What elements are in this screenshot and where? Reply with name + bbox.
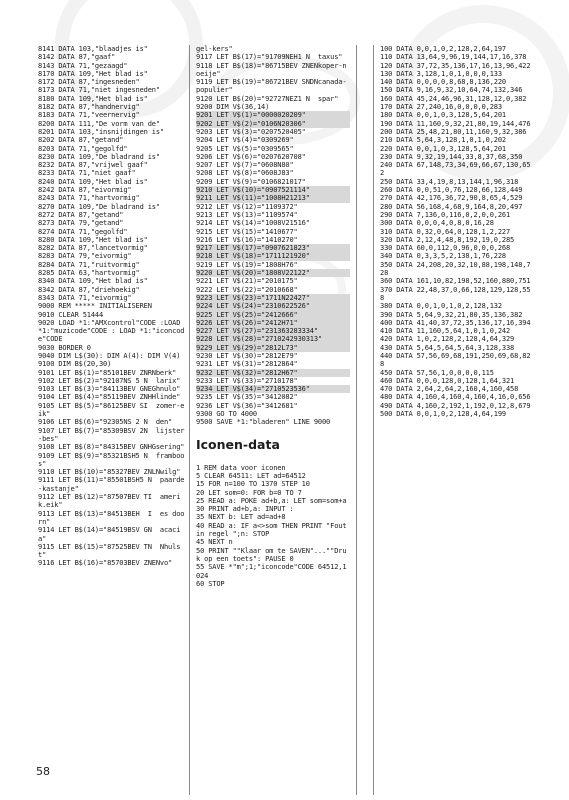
code-line: 8270 DATA 109,"De bladrand is" — [38, 202, 160, 211]
code-line: 8180 DATA 109,"Het blad is" — [38, 94, 148, 103]
code-line: 9204 LET V$(4)="0309269" — [196, 136, 294, 145]
code-line: 9202 LET V$(2)="0106N20306" — [196, 120, 350, 128]
code-line: 9220 LET V$(20)="1808V22122" — [196, 269, 350, 277]
code-line: 9217 LET V$(17)="0907621823" — [196, 244, 350, 252]
code-line: 9119 LET B$(19)="86721BEV SNDNcanada-populier" — [196, 78, 347, 95]
code-line: 9200 DIM V$(36,14) — [196, 103, 270, 112]
code-line: 410 DATA 11,160,5,64,1,0,1,0,242 — [380, 327, 511, 336]
code-line: 490 DATA 4,160,2,192,1,192,0,12,8,679 — [380, 401, 531, 410]
code-line: 190 DATA 11,160,9,32,21,80,19,144,476 — [380, 119, 531, 128]
code-line: 8202 DATA 87,"getand" — [38, 136, 124, 145]
code-line: 9101 LET B$(1)="85101BEV ZNRNberk" — [38, 368, 177, 377]
code-line: 9114 LET B$(14)="84519BSV GN acacia" — [38, 526, 181, 543]
code-line: 9211 LET V$(11)="1008H21213" — [196, 194, 350, 202]
code-line: 480 DATA 4,160,4,160,4,160,4,16,0,656 — [380, 393, 531, 402]
code-line: 9231 LET V$(31)="2812864" — [196, 360, 298, 369]
code-line: 180 DATA 0,0,1,0,3,128,5,64,201 — [380, 111, 506, 120]
code-line: 400 DATA 41,40,37,72,35,136,17,16,394 — [380, 318, 531, 327]
code-line: 270 DATA 42,176,36,72,90,8,65,4,529 — [380, 194, 523, 203]
code-line: 150 DATA 9,16,9,32,10,64,74,132,346 — [380, 86, 523, 95]
code-line: 55 SAVE *"m";1;"iconcode"CODE 64512,1024 — [196, 563, 347, 580]
code-line: 60 STOP — [196, 579, 225, 588]
code-line: 8233 DATA 71,"niet gaaf" — [38, 169, 136, 178]
code-line: 9213 LET V$(13)="1109574" — [196, 210, 298, 219]
code-line: 9206 LET V$(6)="0207620708" — [196, 152, 306, 161]
code-line: 8172 DATA 87,"ingesneden" — [38, 78, 140, 87]
code-line: 9108 LET B$(8)="84315BEV GNHGsering" — [38, 443, 185, 452]
code-line: 360 DATA 161,10,82,198,52,160,880,751 — [380, 277, 531, 286]
code-line: 15 FOR n=100 TO 1370 STEP 10 — [196, 480, 310, 489]
code-line: 9201 LET V$(1)="0000020209" — [196, 111, 350, 119]
code-line: 9227 LET V$(27)="231363283334" — [196, 327, 350, 335]
code-line: 8340 DATA 109,"Het blad is" — [38, 277, 148, 286]
code-line: 8183 DATA 71,"veernervig" — [38, 111, 140, 120]
code-line: gel-kers" — [196, 45, 233, 53]
code-line: 9118 LET B$(18)="86715BEV ZNENkoper-noeije" — [196, 61, 347, 78]
section-heading: Iconen-data — [196, 436, 280, 452]
listing-column-2 — [196, 45, 350, 588]
code-line: 8283 DATA 79,"eivormig" — [38, 252, 132, 261]
code-line: 9209 LET V$(9)="0106821017" — [196, 177, 306, 186]
code-line: 140 DATA 0,0,0,0,8,68,8,136,220 — [380, 78, 506, 87]
code-line: 9107 LET B$(7)="85309BSV 2N lijster-bes" — [38, 426, 185, 443]
code-line: 9224 LET V$(24)="2310622526" — [196, 302, 350, 310]
code-line: 8173 DATA 71,"niet ingesneden" — [38, 86, 160, 95]
code-line: 8243 DATA 71,"hartvormig" — [38, 194, 140, 203]
code-line: 8284 DATA 71,"ruitvormig" — [38, 260, 140, 269]
code-line: 9103 LET B$(3)="84113BEV GNEGhnulo" — [38, 385, 181, 394]
code-line: 9210 LET V$(10)="0907521114" — [196, 186, 350, 194]
code-line: 9235 LET V$(35)="3412082" — [196, 393, 298, 402]
column-divider — [189, 45, 190, 795]
code-line: 8141 DATA 103,"blaadjes is" — [38, 45, 148, 53]
code-line: 8182 DATA 87,"handnervig" — [38, 103, 140, 112]
code-line: 9226 LET V$(26)="2412H71" — [196, 319, 350, 327]
code-line: 9229 LET V$(29)="2812L73" — [196, 344, 350, 352]
code-line: 9234 LET V$(34)="2710523536" — [196, 385, 350, 393]
code-line: 470 DATA 2,64,2,64,2,160,4,160,458 — [380, 385, 519, 394]
code-line: 9216 LET V$(16)="1410270" — [196, 235, 298, 244]
code-line: 8230 DATA 109,"De bladrand is" — [38, 152, 160, 161]
code-line: 8274 DATA 71,"gegolfd" — [38, 227, 128, 236]
code-line: 9115 LET B$(15)="87525BEV TN Nhulst" — [38, 542, 181, 560]
code-line: 25 READ a: POKE ad+b,a: LET som=som+a — [196, 496, 347, 505]
code-line: 280 DATA 56,168,4,68,9,164,8,20,497 — [380, 202, 523, 211]
code-line: 220 DATA 0,0,1,0,3,128,5,64,201 — [380, 144, 506, 153]
code-line: 9040 DIM L$(30): DIM A(4): DIM V(4) — [38, 351, 181, 360]
code-line: 330 DATA 60,0,112,0,96,0,0,0,268 — [380, 244, 511, 253]
code-line: 250 DATA 33,4,19,8,13,144,1,96,318 — [380, 177, 519, 186]
code-line: 9225 LET V$(25)="2412666" — [196, 311, 350, 319]
code-line: 20 LET som=0: FOR b=0 TO 7 — [196, 488, 302, 497]
code-line: 9223 LET V$(23)="1711N22427" — [196, 294, 350, 302]
code-line: 9020 LOAD *1:"AMXcontrol"CODE :LOAD *1:"muzicode"CODE : LOAD *1:"iconcode"CODE — [38, 318, 185, 344]
code-line: 8232 DATA 87,"vrijwel gaaf" — [38, 161, 148, 170]
listing-column-1 — [38, 45, 185, 568]
code-line: 9010 CLEAR 51444 — [38, 310, 104, 319]
code-line: 300 DATA 0,0,0,4,0,8,0,16,28 — [380, 219, 494, 228]
code-line: 9203 LET V$(3)="0207520405" — [196, 127, 306, 136]
code-line: 8143 DATA 71,"gezaagd" — [38, 61, 128, 70]
code-line: 350 DATA 24,208,20,32,10,88,198,148,728 — [380, 260, 531, 278]
code-line: 380 DATA 0,0,1,0,1,0,2,128,132 — [380, 302, 502, 311]
code-line: 9110 LET B$(10)="85327BEV ZNLNwilg" — [38, 468, 181, 477]
code-line: 8240 DATA 109,"Het blad is" — [38, 177, 148, 186]
code-line: 240 DATA 67,148,73,34,69,66,67,130,652 — [380, 161, 531, 178]
code-line: 8242 DATA 87,"eivormig" — [38, 186, 132, 195]
code-line: 9208 LET V$(8)="0608J83" — [196, 169, 294, 178]
code-line: 9205 LET V$(5)="0309565" — [196, 144, 294, 153]
code-line: 9236 LET V$(36)="3412681" — [196, 401, 298, 410]
code-line: 430 DATA 5,64,5,64,5,64,3,128,338 — [380, 343, 515, 352]
code-line: 9215 LET V$(15)="1410677" — [196, 227, 298, 236]
code-line: 460 DATA 0,0,0,128,0,128,1,64,321 — [380, 376, 515, 385]
code-line: 9111 LET B$(11)="85501BSH5 N paarde-kastanje" — [38, 476, 185, 493]
code-line: 9104 LET B$(4)="85119BEV ZNHHlinde" — [38, 393, 181, 402]
code-line: 120 DATA 37,72,35,136,17,16,13,96,422 — [380, 61, 531, 70]
code-line: 9212 LET V$(12)="1109372" — [196, 202, 298, 211]
code-line: 8200 DATA 111,"De vorm van de" — [38, 119, 160, 128]
code-line: 440 DATA 57,56,69,68,191,250,69,68,828 — [380, 351, 531, 369]
code-line: 310 DATA 0,32,0,64,0,128,1,2,227 — [380, 227, 511, 236]
code-line: 5 CLEAR 64511: LET ad=64512 — [196, 471, 306, 480]
code-line: 9219 LET V$(19)="1808H76" — [196, 260, 298, 269]
code-line: 9233 LET V$(33)="2710178" — [196, 376, 298, 385]
code-line: 8170 DATA 109,"Het blad is" — [38, 69, 148, 78]
code-line: 9300 GO TO 4000 — [196, 410, 257, 419]
code-line: 9230 LET V$(30)="2812E79" — [196, 351, 298, 360]
column-divider — [356, 45, 357, 795]
code-line: 9222 LET V$(22)="2010668" — [196, 285, 298, 294]
code-line: 35 NEXT b: LET ad=ad+8 — [196, 513, 286, 522]
code-line: 450 DATA 57,56,1,0,0,0,0,115 — [380, 368, 494, 377]
code-line: 8201 DATA 103,"insnijdingen is" — [38, 127, 164, 136]
code-line: 9112 LET B$(12)="87507BEV TI amerik.eik" — [38, 493, 181, 510]
code-line: 290 DATA 7,136,0,116,0,2,0,0,261 — [380, 210, 511, 219]
code-line: 8142 DATA 87,"gaaf" — [38, 53, 116, 62]
listing-block — [196, 45, 350, 427]
code-line: 210 DATA 5,64,3,128,1,0,1,0,202 — [380, 136, 506, 145]
code-line: 200 DATA 25,48,21,80,11,160,9,32,386 — [380, 127, 527, 136]
code-line: 9117 LET B$(17)="91709NEH1 N taxus" — [196, 53, 343, 62]
column-divider — [373, 45, 374, 795]
code-line: 8272 DATA 87,"getand" — [38, 210, 124, 219]
code-line: 9207 LET V$(7)="0608N80" — [196, 161, 294, 170]
code-line: 9228 LET V$(28)="2710242930313" — [196, 335, 350, 343]
code-line: 9116 LET B$(16)="85703BEV ZNENvo" — [38, 559, 173, 568]
code-line: 420 DATA 1,0,2,128,2,128,4,64,329 — [380, 335, 515, 344]
code-line: 9113 LET B$(13)="84513BEH I es doorn" — [38, 509, 185, 526]
code-line: 8280 DATA 109,"Het blad is" — [38, 235, 148, 244]
code-line: 9100 DIM B$(20,30) — [38, 360, 112, 369]
code-line: 9000 REM ***** INITIALISEREN — [38, 302, 152, 311]
page-number: 58 — [36, 765, 50, 778]
code-line: 8203 DATA 71,"gegolfd" — [38, 144, 128, 153]
code-line: 9102 LET B$(2)="92107NS 5 N larix" — [38, 376, 181, 385]
code-line: 30 PRINT ad+b,a: INPUT : — [196, 505, 294, 514]
code-line: 45 NEXT n — [196, 538, 233, 547]
code-line: 500 DATA 0,0,1,0,2,128,4,64,199 — [380, 410, 506, 419]
code-line: 260 DATA 0,0,51,0,76,128,66,128,449 — [380, 186, 523, 195]
code-line: 9500 SAVE *1:"bladeren" LINE 9000 — [196, 418, 331, 427]
code-line: 1 REM data voor iconen — [196, 463, 286, 472]
code-line: 110 DATA 13,64,9,96,19,144,17,16,378 — [380, 53, 527, 62]
code-line: 8282 DATA 87,"lancetvormig" — [38, 244, 148, 253]
code-line: 340 DATA 0,3,3,5,2,138,1,76,228 — [380, 252, 506, 261]
listing-block — [196, 464, 350, 588]
code-line: 9221 LET V$(21)="2010175" — [196, 277, 298, 286]
code-line: 8343 DATA 71,"eivormig" — [38, 293, 132, 302]
code-line: 9105 LET B$(5)="86125BEV SI zomer-eik" — [38, 401, 185, 419]
code-line: 9214 LET V$(14)="1008V21516" — [196, 219, 310, 228]
code-line: 160 DATA 45,24,46,96,31,128,12,0,382 — [380, 94, 527, 103]
code-line: 230 DATA 9,32,19,144,33,8,37,68,350 — [380, 152, 523, 161]
code-line: 390 DATA 5,64,9,32,21,80,35,136,382 — [380, 310, 523, 319]
code-line: 50 PRINT ""Klaar om te SAVEN"...""Druk op een toets": PAUSE 0 — [196, 546, 347, 563]
code-line: 8342 DATA 87,"driehoekig" — [38, 285, 140, 294]
listing-column-3 — [380, 45, 534, 418]
code-line: 130 DATA 3,128,1,0,1,0,0,0,133 — [380, 69, 502, 78]
code-line: 8273 DATA 79,"getand" — [38, 219, 124, 228]
code-line: 370 DATA 22,48,37,0,66,128,129,128,558 — [380, 285, 531, 302]
code-line: 9030 BORDER 0 — [38, 343, 91, 352]
code-line: 40 READ a: IF a<>som THEN PRINT "Fout in regel ";n: STOP — [196, 521, 351, 539]
code-line: 9232 LET V$(32)="2812H67" — [196, 369, 350, 377]
code-line: 320 DATA 2,12,4,48,8,192,19,0,285 — [380, 235, 515, 244]
code-line: 100 DATA 0,0,1,0,2,128,2,64,197 — [380, 45, 506, 53]
code-line: 9120 LET B$(20)="92727NEZ1 N spar" — [196, 94, 339, 103]
code-line: 9109 LET B$(9)="85321BSH5 N framboos" — [38, 451, 185, 468]
code-line: 8285 DATA 63,"hartvormig" — [38, 269, 140, 278]
code-line: 9106 LET B$(6)="92305NS 2 N den" — [38, 418, 173, 427]
code-line: 170 DATA 27,240,16,0,0,0,0,283 — [380, 103, 502, 112]
code-line: 9218 LET V$(18)="1711121920" — [196, 252, 350, 260]
